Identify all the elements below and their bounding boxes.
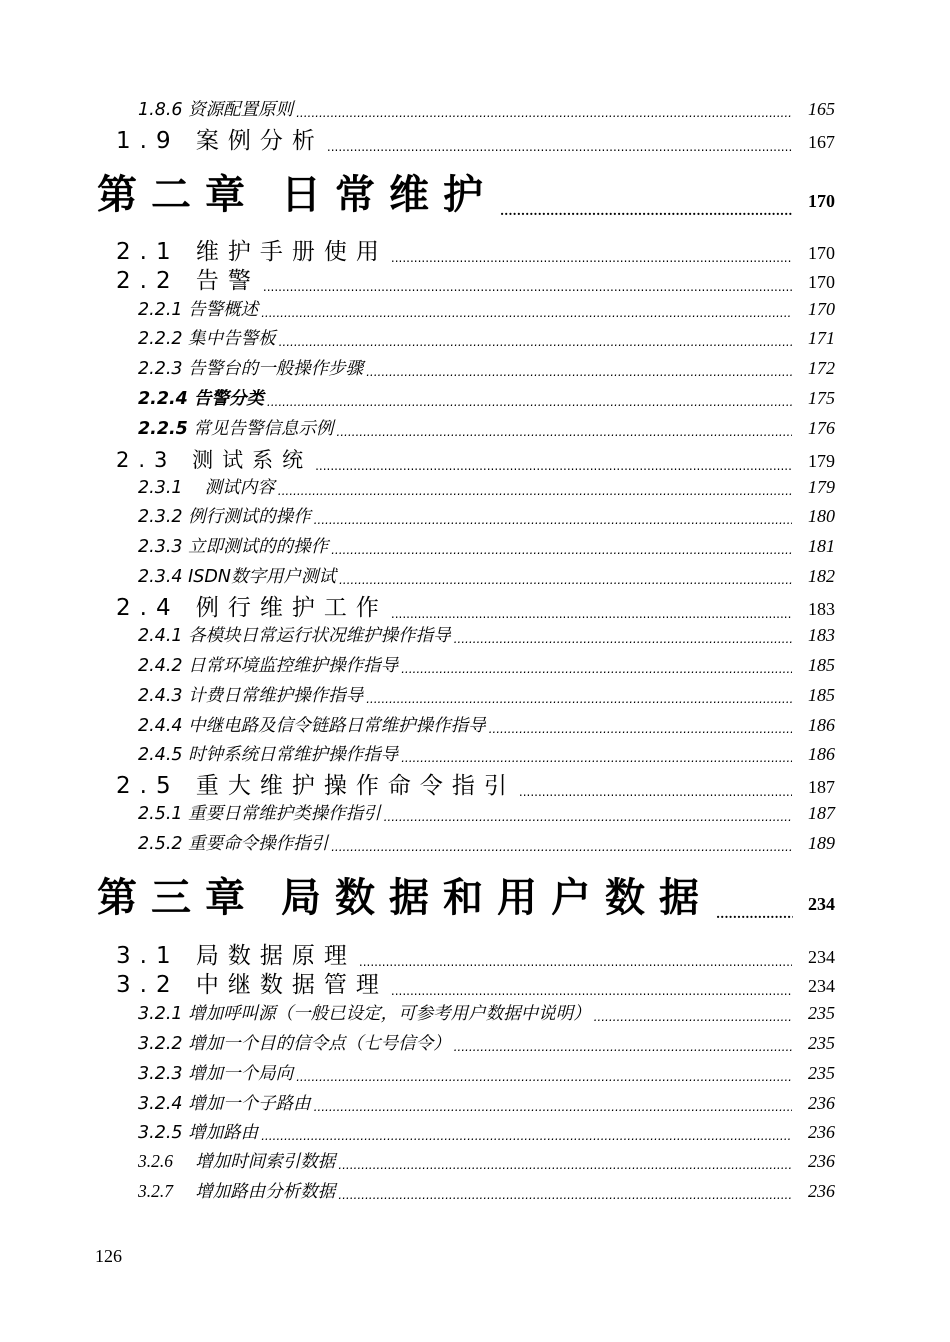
page-number: 180 [808, 506, 835, 526]
page-number: 236 [808, 1151, 835, 1171]
page-number: 235 [808, 1003, 835, 1023]
page-number: 185 [808, 655, 835, 675]
entry-title: 常见告警信息示例 [193, 419, 334, 439]
dot-leader [267, 395, 792, 410]
entry-number: 3.2.4 [138, 1094, 183, 1114]
toc-entry[interactable] [138, 1181, 835, 1203]
dot-leader [500, 202, 793, 220]
toc-entry[interactable] [138, 625, 835, 647]
toc-entry[interactable] [138, 1151, 835, 1173]
dot-leader [489, 722, 792, 737]
entry-title: 告警概述 [188, 300, 259, 320]
page-number: 234 [808, 947, 835, 967]
dot-leader [338, 1158, 792, 1173]
page-number: 183 [808, 625, 835, 645]
entry-title: 增加路由 [188, 1123, 259, 1143]
chapter-title: 局数据和用户数据 [281, 874, 713, 921]
dot-leader [454, 1040, 792, 1055]
entry-title: 增加一个目的信令点（七号信令） [188, 1034, 451, 1054]
toc-entry[interactable] [138, 299, 835, 321]
dot-leader [716, 905, 793, 923]
toc-entry[interactable] [138, 418, 835, 440]
entry-title: 局数据原理 [195, 943, 356, 969]
entry-number: 3.2.5 [138, 1123, 183, 1143]
dot-leader [336, 425, 792, 440]
toc-entry[interactable] [138, 715, 835, 737]
toc-entry[interactable] [116, 446, 835, 474]
toc-entry[interactable] [138, 99, 835, 121]
page-number: 235 [808, 1033, 835, 1053]
entry-title: 维护手册使用 [195, 239, 388, 265]
page-number: 183 [808, 599, 835, 619]
chapter-title: 日常维护 [281, 171, 497, 218]
page-number: 165 [808, 99, 835, 119]
entry-title: 增加一个局向 [188, 1064, 294, 1084]
entry-number: 3.2.2 [138, 1034, 183, 1054]
entry-title: 集中告警板 [188, 329, 276, 349]
entry-title: 增加呼叫源（一般已设定，可参考用户数据中说明） [188, 1004, 591, 1024]
dot-leader [366, 365, 792, 380]
entry-title: 中继电路及信令链路日常维护操作指导 [188, 716, 486, 736]
toc-entry[interactable] [138, 1063, 835, 1085]
entry-number: 2.5.1 [138, 804, 183, 824]
toc-entry[interactable] [116, 594, 835, 622]
entry-title: 例行测试的操作 [188, 507, 311, 527]
toc-entry[interactable] [116, 772, 835, 800]
entry-number: 2.2.3 [138, 359, 183, 379]
dot-leader [594, 1010, 792, 1025]
dot-leader [454, 632, 792, 647]
footer-page-number: 126 [95, 1246, 122, 1266]
dot-leader [338, 1188, 792, 1203]
dot-leader [391, 984, 792, 999]
page-number: 234 [808, 976, 835, 996]
page-number: 234 [808, 894, 835, 914]
entry-title: 各模块日常运行状况维护操作指导 [188, 626, 451, 646]
toc-entry[interactable] [138, 655, 835, 677]
dot-leader [261, 1129, 792, 1144]
toc-entry[interactable] [138, 803, 835, 825]
page-number: 189 [808, 833, 835, 853]
toc-entry[interactable] [116, 267, 835, 295]
entry-title: 测试内容 [204, 478, 275, 498]
toc-entry[interactable] [138, 833, 835, 855]
toc-entry[interactable] [138, 566, 835, 588]
entry-title: 重大维护操作命令指引 [195, 773, 516, 799]
dot-leader [315, 459, 792, 474]
dot-leader [401, 662, 792, 677]
dot-leader [278, 484, 792, 499]
dot-leader [331, 543, 792, 558]
entry-title: 资源配置原则 [188, 100, 294, 120]
entry-title: 增加一个子路由 [188, 1094, 311, 1114]
page-number: 236 [808, 1093, 835, 1113]
page-number: 171 [808, 328, 835, 348]
page-number: 176 [808, 418, 835, 438]
entry-number: 3.2.3 [138, 1064, 183, 1084]
toc-entry[interactable] [138, 477, 835, 499]
page-number: 182 [808, 566, 835, 586]
entry-number: 3.2 [116, 972, 180, 998]
entry-number: 2.2 [116, 268, 180, 294]
dot-leader [401, 751, 792, 766]
page-number: 186 [808, 715, 835, 735]
entry-number: 1.9 [116, 128, 180, 154]
entry-number: 2.4 [116, 595, 180, 621]
toc-entry[interactable] [138, 536, 835, 558]
dot-leader [314, 1100, 792, 1115]
dot-leader [384, 810, 792, 825]
dot-leader [391, 251, 792, 266]
page-number: 236 [808, 1122, 835, 1142]
dot-leader [339, 573, 792, 588]
page-number: 170 [808, 191, 835, 211]
dot-leader [327, 140, 792, 155]
page-number: 187 [808, 777, 835, 797]
page-number: 170 [808, 272, 835, 292]
toc-entry[interactable] [116, 127, 835, 155]
entry-number: 2.3.3 [138, 537, 183, 557]
page-number: 186 [808, 744, 835, 764]
entry-number: 2.3.1 [138, 478, 183, 498]
entry-number: 2.3 [116, 448, 177, 472]
toc-entry[interactable] [138, 388, 835, 410]
entry-number: 3.2.7 [138, 1181, 173, 1201]
page-number: 170 [808, 243, 835, 263]
toc-entry[interactable] [138, 685, 835, 707]
dot-leader [359, 955, 792, 970]
entry-title: 告警台的一般操作步骤 [188, 359, 364, 379]
page-number: 175 [808, 388, 835, 408]
entry-number: 3.2.6 [138, 1151, 173, 1171]
dot-leader [519, 785, 792, 800]
page-number: 167 [808, 132, 835, 152]
entry-number: 3.1 [116, 943, 180, 969]
entry-title: 告警分类 [193, 389, 264, 409]
toc-chapter-entry[interactable] [97, 869, 835, 923]
page-number: 236 [808, 1181, 835, 1201]
entry-number: 2.2.5 [138, 419, 188, 439]
toc-entry[interactable] [116, 971, 835, 999]
dot-leader [296, 106, 792, 121]
entry-number: 2.2.4 [138, 389, 188, 409]
dot-leader [366, 692, 792, 707]
dot-leader [261, 306, 792, 321]
entry-title: ISDN数字用户测试 [188, 567, 336, 587]
toc-entry[interactable] [138, 1093, 835, 1115]
dot-leader [279, 335, 792, 350]
page-number: 179 [808, 451, 835, 471]
toc-entry[interactable] [138, 1003, 835, 1025]
toc-entry[interactable] [138, 1033, 835, 1055]
page-number: 185 [808, 685, 835, 705]
chapter-number: 第三章 [97, 874, 259, 921]
entry-number: 2.3.4 [138, 567, 183, 587]
entry-title: 时钟系统日常维护操作指导 [188, 745, 399, 765]
page-number: 179 [808, 477, 835, 497]
entry-number: 1.8.6 [138, 100, 183, 120]
entry-number: 2.5 [116, 773, 180, 799]
toc-entry[interactable] [138, 744, 835, 766]
page-number: 170 [808, 299, 835, 319]
entry-number: 2.2.2 [138, 329, 183, 349]
toc-chapter-entry[interactable] [97, 166, 835, 220]
page-number: 187 [808, 803, 835, 823]
entry-number: 2.4.5 [138, 745, 183, 765]
entry-title: 日常环境监控维护操作指导 [188, 656, 399, 676]
entry-title: 测试系统 [192, 448, 313, 472]
entry-title: 重要命令操作指引 [188, 834, 329, 854]
dot-leader [331, 840, 792, 855]
entry-number: 3.2.1 [138, 1004, 183, 1024]
page-number: 235 [808, 1063, 835, 1083]
entry-number: 2.3.2 [138, 507, 183, 527]
entry-number: 2.4.2 [138, 656, 183, 676]
dot-leader [263, 280, 792, 295]
toc-entry[interactable] [138, 358, 835, 380]
entry-title: 例行维护工作 [195, 595, 388, 621]
entry-number: 2.1 [116, 239, 180, 265]
entry-number: 2.4.1 [138, 626, 183, 646]
dot-leader [296, 1070, 792, 1085]
entry-title: 重要日常维护类操作指引 [188, 804, 381, 824]
entry-number: 2.5.2 [138, 834, 183, 854]
entry-title: 立即测试的的操作 [188, 537, 329, 557]
entry-title: 计费日常维护操作指导 [188, 686, 364, 706]
toc-entry[interactable] [138, 328, 835, 350]
page-number: 181 [808, 536, 835, 556]
entry-number: 2.4.3 [138, 686, 183, 706]
entry-number: 2.4.4 [138, 716, 183, 736]
dot-leader [391, 607, 792, 622]
entry-title: 案例分析 [195, 128, 324, 154]
chapter-number: 第二章 [97, 171, 259, 218]
entry-number: 2.2.1 [138, 300, 183, 320]
toc-entry[interactable] [138, 506, 835, 528]
page-number: 172 [808, 358, 835, 378]
entry-title: 告警 [195, 268, 260, 294]
dot-leader [314, 513, 792, 528]
entry-title: 增加路由分析数据 [195, 1182, 336, 1202]
entry-title: 中继数据管理 [195, 972, 388, 998]
entry-title: 增加时间索引数据 [195, 1152, 336, 1172]
toc-entry[interactable] [138, 1122, 835, 1144]
